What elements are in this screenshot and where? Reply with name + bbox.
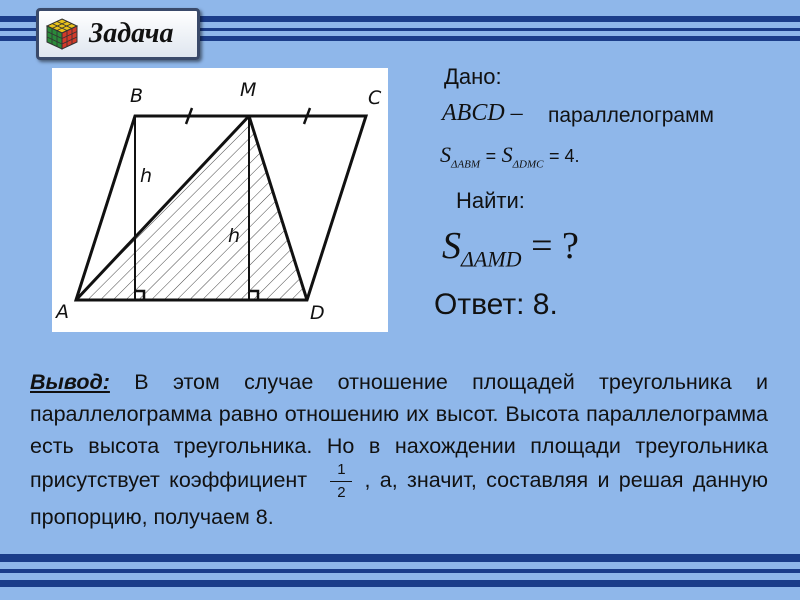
label-h-2: h bbox=[228, 225, 241, 247]
label-h-1: h bbox=[140, 165, 153, 187]
find-formula bbox=[442, 224, 579, 273]
conclusion-label: Вывод: bbox=[30, 370, 110, 394]
fraction-numerator: 1 bbox=[337, 461, 346, 478]
bottom-stripe-3 bbox=[0, 580, 800, 587]
parallelogram-diagram bbox=[52, 68, 388, 332]
s-symbol-1: S bbox=[440, 142, 451, 167]
find-label: Найти: bbox=[456, 188, 525, 213]
triangle-amd bbox=[76, 116, 307, 300]
conclusion-text-2: , а, значит, составляя и решая данную пропорцию, получаем 8. bbox=[30, 468, 768, 529]
label-a: A bbox=[56, 301, 69, 323]
label-c: C bbox=[368, 87, 382, 109]
figure-panel bbox=[52, 68, 388, 332]
abcd-label bbox=[442, 100, 523, 127]
label-m: M bbox=[240, 79, 257, 101]
page-title: Задача bbox=[89, 18, 174, 49]
abcd-text: ABCD bbox=[442, 100, 505, 126]
abm-subscript: ΔABM bbox=[451, 158, 481, 171]
rubiks-cube-icon bbox=[45, 17, 79, 51]
abcd-dash: – bbox=[510, 100, 523, 126]
fraction-denominator: 2 bbox=[337, 484, 346, 501]
dmc-subscript: ΔDMC bbox=[512, 158, 544, 171]
conclusion-text-1: В этом случае отношение площадей треугольника и параллелограмма равно отношению их высот. Высота параллелограмма есть высота треугольника. Но в нахождении площади треугольника присутствует коэффициент bbox=[30, 370, 768, 493]
question: = ? bbox=[531, 225, 579, 267]
fraction-bar bbox=[330, 481, 352, 482]
bottom-stripe-1 bbox=[0, 554, 800, 562]
title-badge bbox=[36, 8, 200, 60]
label-b: B bbox=[130, 85, 144, 107]
equals-4: = 4. bbox=[548, 146, 580, 166]
given-formula bbox=[440, 142, 580, 170]
given-label: Дано: bbox=[444, 64, 502, 89]
bottom-stripe-2 bbox=[0, 569, 800, 573]
conclusion-paragraph bbox=[30, 366, 768, 533]
answer-text: Ответ: 8. bbox=[434, 288, 558, 321]
s-symbol-2: S bbox=[501, 142, 513, 167]
amd-subscript: ΔAMD bbox=[461, 246, 522, 272]
label-d: D bbox=[310, 302, 325, 324]
equals-1: = bbox=[485, 146, 497, 166]
fraction-one-half bbox=[330, 462, 352, 501]
parallelogram-label: параллелограмм bbox=[548, 104, 714, 127]
s-symbol-3: S bbox=[442, 225, 461, 267]
